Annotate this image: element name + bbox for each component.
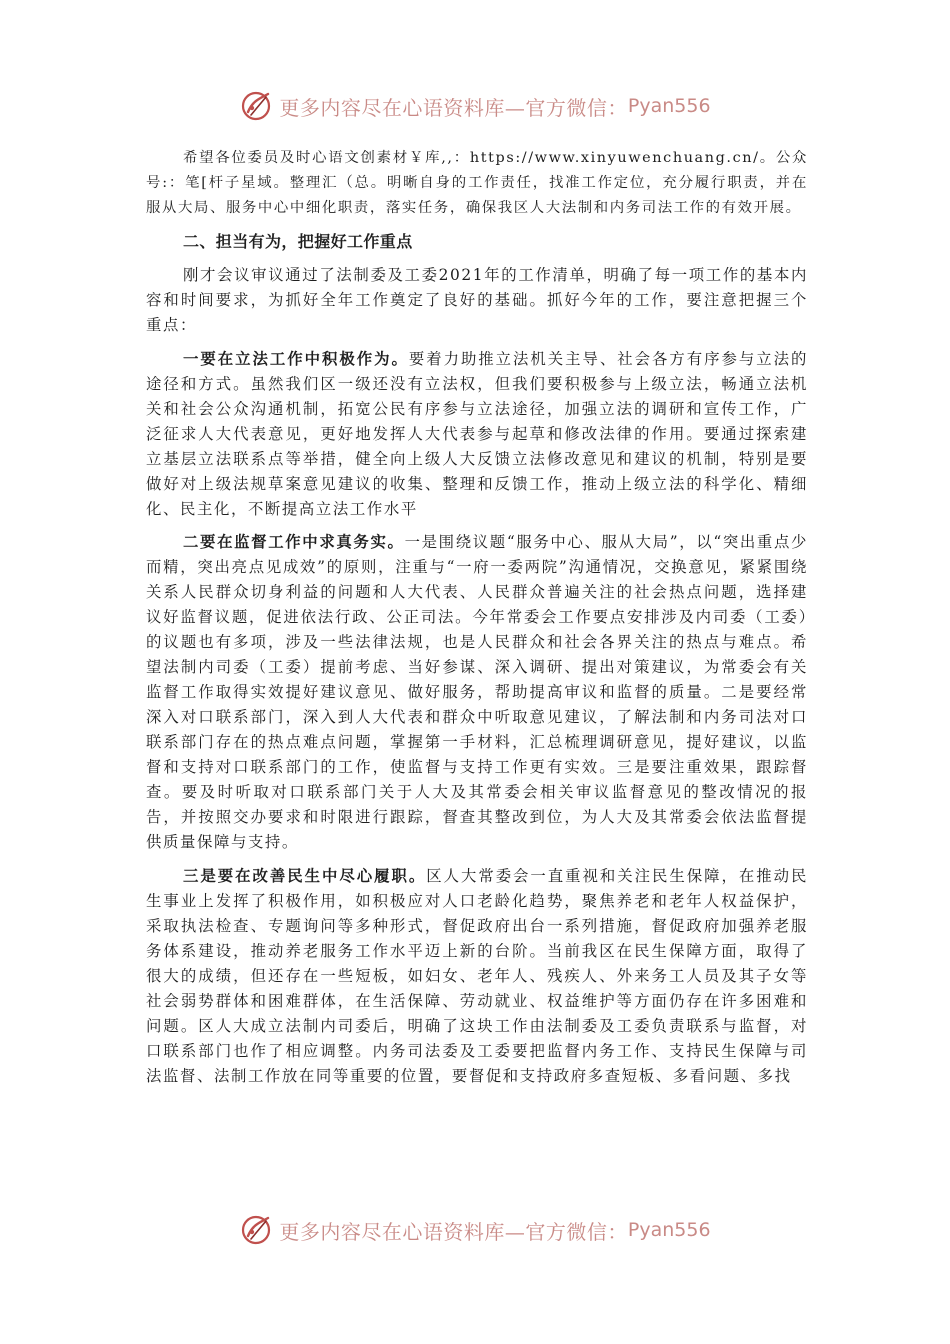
paragraph-3-lead: 二要在监督工作中求真务实。 <box>183 533 405 552</box>
paragraph-4-lead: 三是要在改善民生中尽心履职。 <box>183 866 427 885</box>
paragraph-3 <box>146 530 808 854</box>
paragraph-4-text: 区人大常委会一直重视和关注民生保障，在推动民生事业上发挥了积极作用，如积极应对人口老龄化趋势，聚焦养老和老年人权益保护，采取执法检查、专题询问等多种形式，督促政府出台一系列措施，督促政府加强养老服务体系建设，推动养老服务工作水平迈上新的台阶。当前我区在民生保障方面，取得了很大的成绩，但还存在一些短板，如妇女、老年人、残疾人、外来务工人员及其子女等社会弱势群体和困难群体，在生活保障、劳动就业、权益维护等方面仍存在许多困难和问题。区人大成立法制内司委后，明确了这块工作由法制委及工委负责联系与监督，对口联系部门也作了相应调整。内务司法委及工委要把监督内务工作、支持民生保障与司法监督、法制工作放在同等重要的位置，要督促和支持政府多查短板、多看问题、多找 <box>146 866 808 1085</box>
banner-text: 更多内容尽在心语资料库—官方微信： <box>279 95 628 120</box>
banner-text: 更多内容尽在心语资料库—官方微信： <box>279 1219 628 1244</box>
banner-wechat-id: Pyan556 <box>627 1219 711 1241</box>
paragraph-3-text: 一是围绕议题“服务中心、服从大局”，以“突出重点少而精，突出亮点见成效”的原则，注重与“一府一委两院”沟通情况，交换意见，紧紧围绕关系人民群众切身利益的问题和人大代表、人民群众普遍关注的社会热点问题，选择建议好监督议题，促进依法行政、公正司法。今年常委会工作要点安排涉及内司委（工委）的议题也有多项，涉及一些法律法规，也是人民群众和社会各界关注的热点与难点。希望法制内司委（工委）提前考虑、当好参谋、深入调研、提出对策建议，为常委会有关监督工作取得实效提好建议意见、做好服务，帮助提高审议和监督的质量。二是要经常深入对口联系部门，深入到人大代表和群众中听取意见建议，了解法制和内务司法对口联系部门存在的热点难点问题，掌握第一手材料，汇总梳理调研意见，提好建议，以监督和支持对口联系部门的工作，使监督与支持工作更有实效。三是要注重效果，跟踪督查。要及时听取对口联系部门关于人大及其常委会相关审议监督意见的整改情况的报告，并按照交办要求和时限进行跟踪，督查其整改到位，为人大及其常委会依法监督提供质量保障与支持。 <box>146 533 808 851</box>
banner-wechat-id: Pyan556 <box>627 95 711 117</box>
logo-icon <box>239 88 275 124</box>
logo-icon <box>239 1212 275 1248</box>
document-body <box>146 146 808 1097</box>
paragraph-2-lead: 一要在立法工作中积极作为。 <box>183 349 409 368</box>
section-heading: 二、担当有为，把握好工作重点 <box>183 232 413 251</box>
paragraph-1 <box>146 263 808 338</box>
paragraph-4 <box>146 864 808 1089</box>
paragraph-2-text: 要着力助推立法机关主导、社会各方有序参与立法的途径和方式。虽然我们区一级还没有立法权，但我们要积极参与上级立法，畅通立法机关和社会公众沟通机制，拓宽公民有序参与立法途径，加强立法的调研和宣传工作，广泛征求人大代表意见，更好地发挥人大代表参与起草和修改法律的作用。要通过探索建立基层立法联系点等举措，健全向上级人大反馈立法修改意见和建议的机制，特别是要做好对上级法规草案意见建议的收集、整理和反馈工作，推动上级立法的科学化、精细化、民主化，不断提高立法工作水平 <box>146 349 808 518</box>
footer-banner <box>0 1210 950 1250</box>
paragraph-1-text: 刚才会议审议通过了法制委及工委2021年的工作清单，明确了每一项工作的基本内容和时间要求，为抓好全年工作奠定了良好的基础。抓好今年的工作，要注意把握三个重点： <box>146 265 808 334</box>
paragraph-2 <box>146 347 808 522</box>
header-banner <box>0 86 950 126</box>
intro-paragraph: 希望各位委员及时心语文创素材￥库,,：https://www.xinyuwenchuang.cn/。公众号:：笔[杆子星域。整理汇（总。明晰自身的工作责任，找准工作定位，充分履行职责，并在服从大局、服务中心中细化职责，落实任务，确保我区人大法制和内务司法工作的有效开展。 <box>146 150 808 216</box>
